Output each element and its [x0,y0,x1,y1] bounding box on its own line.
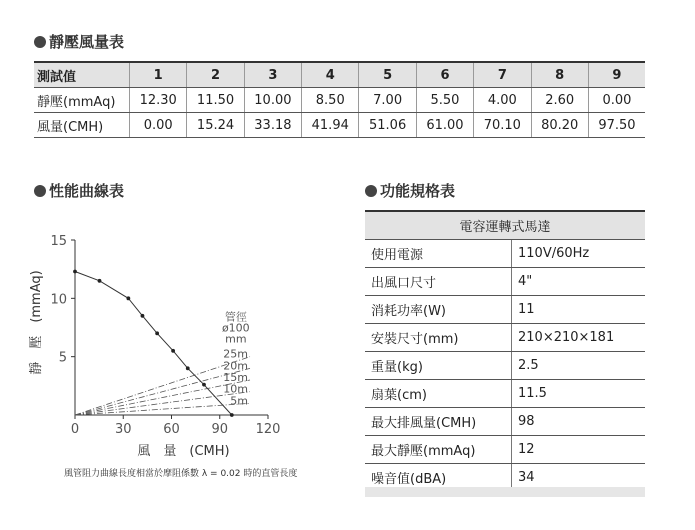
bullet-icon [365,185,377,197]
performance-curve [75,272,232,416]
curve-section-title-text: 性能曲線表 [49,182,125,200]
duct-line-label: 15m [223,371,248,384]
table-cell: 15.24 [187,113,244,138]
table-row [34,88,645,113]
duct-diameter-label [222,310,250,346]
y-axis-label: 靜 壓 (mmAq) [29,270,44,375]
spec-row [365,268,645,296]
spec-value: 11.5 [512,380,646,408]
spec-row [365,380,645,408]
spec-key: 重量(kg) [365,352,512,380]
static-section-title [34,31,124,52]
duct-diameter-label-line: ø100 [221,321,250,335]
spec-key: 消耗功率(W) [365,296,512,324]
data-point [141,314,145,318]
duct-diameter-label-line: mm [225,332,247,346]
static-table-header-cell: 9 [588,62,645,88]
spec-value: 11 [512,296,646,324]
spec-row [365,408,645,436]
y-tick-label: 15 [50,234,67,249]
data-point [230,413,234,417]
static-table-header-cell: 7 [474,62,531,88]
spec-key: 扇葉(cm) [365,380,512,408]
table-cell: 33.18 [244,113,301,138]
static-table-header-cell: 3 [244,62,301,88]
spec-table-header: 電容運轉式馬達 [365,211,645,240]
data-point [186,366,190,370]
table-cell: 70.10 [474,113,531,138]
x-axis-label: 風 量 (CMH) [137,444,230,459]
y-tick-label: 10 [50,292,67,308]
curve-section-title [34,180,124,201]
static-table-header-cell: 4 [302,62,359,88]
static-pressure-table [34,61,645,138]
spec-value: 34 [512,464,646,492]
spec-section-title-text: 功能規格表 [380,182,456,200]
table-cell: 7.00 [359,88,416,113]
spec-row [365,240,645,268]
spec-value: 110V/60Hz [512,240,646,268]
spec-key: 安裝尺寸(mm) [365,324,512,352]
spec-value: 4" [512,268,646,296]
table-cell: 80.20 [531,113,588,138]
spec-value: 210×210×181 [512,324,646,352]
y-tick-label: 5 [58,350,67,366]
static-table-header-row [34,62,645,88]
performance-chart [0,225,340,465]
row-label: 靜壓(mmAq) [34,88,130,113]
spec-value: 12 [512,436,646,464]
spec-value: 98 [512,408,646,436]
table-cell: 97.50 [588,113,645,138]
static-table-header-cell: 1 [130,62,187,88]
spec-key: 使用電源 [365,240,512,268]
duct-line-label: 5m [230,394,248,408]
table-cell: 0.00 [130,113,187,138]
spec-table-body [365,240,645,492]
static-table-header-cell: 6 [416,62,473,88]
table-cell: 2.60 [531,88,588,113]
data-point [73,270,77,274]
table-cell: 8.50 [302,88,359,113]
x-tick-label: 60 [163,422,180,437]
duct-line-label: 20m [223,359,248,373]
data-point [155,331,159,335]
table-cell: 0.00 [588,88,645,113]
static-table-header-cell: 2 [187,62,244,88]
chart-caption: 風管阻力曲線長度相當於摩阻係數 λ = 0.02 時的直管長度 [64,469,298,479]
x-tick-label: 0 [70,422,80,437]
table-row [34,113,645,138]
data-point [126,296,130,300]
static-section-title-text: 靜壓風量表 [49,33,125,51]
table-cell: 61.00 [416,113,473,138]
spec-key: 噪音值(dBA) [365,464,512,492]
spec-key: 出風口尺寸 [365,268,512,296]
table-cell: 5.50 [416,88,473,113]
duct-line-label: 10m [223,382,248,396]
spec-row [365,324,645,352]
table-cell: 11.50 [187,88,244,113]
spec-key: 最大排風量(CMH) [365,408,512,436]
duct-diameter-label-line: 管徑 [224,310,247,324]
spec-key: 最大靜壓(mmAq) [365,436,512,464]
x-tick-label: 120 [255,422,281,437]
table-cell: 51.06 [359,113,416,138]
x-tick-label: 90 [211,422,229,437]
spec-table-footer-bar [365,487,645,497]
data-point [171,349,175,353]
table-cell: 10.00 [244,88,301,113]
static-table-header-cell: 8 [531,62,588,88]
spec-section-title [365,180,455,201]
static-table-header-label: 測試值 [34,62,130,88]
spec-row [365,352,645,380]
spec-row [365,436,645,464]
table-cell: 12.30 [130,88,187,113]
static-table-body [34,88,645,138]
bullet-icon [34,36,46,48]
bullet-icon [34,185,46,197]
static-table-header-cell: 5 [359,62,416,88]
data-point [202,383,206,387]
duct-line-label: 25m [223,347,248,361]
table-cell: 4.00 [474,88,531,113]
data-point [98,279,102,283]
x-tick-label: 30 [114,422,132,437]
spec-row [365,296,645,324]
spec-table [365,210,645,492]
row-label: 風量(CMH) [34,113,130,138]
spec-value: 2.5 [512,352,646,380]
duct-line [75,403,250,415]
table-cell: 41.94 [302,113,359,138]
